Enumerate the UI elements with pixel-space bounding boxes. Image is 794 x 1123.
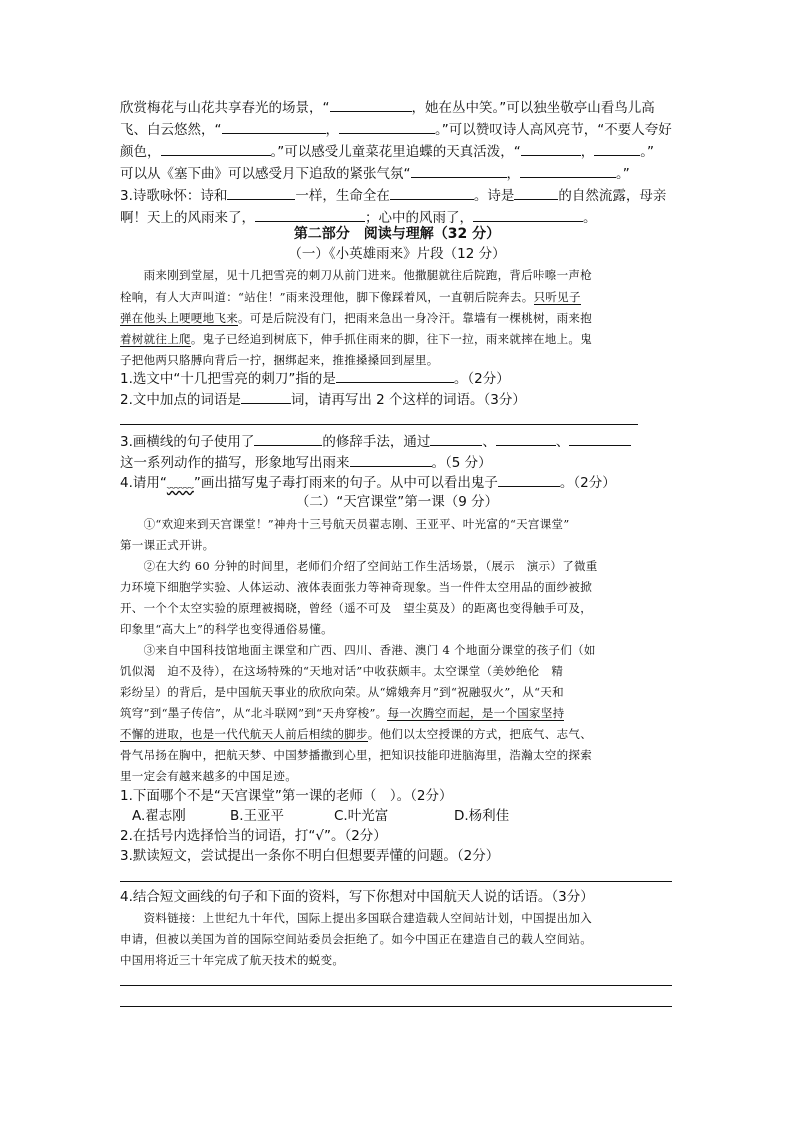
text: 啊！天上的风雨来了， bbox=[120, 210, 255, 226]
underlined-sentence: 弹在他头上哽哽地飞来 bbox=[120, 311, 238, 325]
passage-2-line bbox=[120, 724, 592, 744]
answer-blank[interactable] bbox=[430, 431, 482, 446]
passage-2-line: 印象里“高大上”的科学也变得通俗易懂。 bbox=[120, 622, 333, 636]
poem-line-3 bbox=[120, 141, 654, 162]
text: ；心中的风雨了， bbox=[365, 210, 473, 226]
passage-2-line: 力环境下细胞学实验、人体运动、液体表面张力等神奇现象。当一件件太空用品的面纱被掀 bbox=[120, 580, 592, 594]
text: 。诗是 bbox=[473, 188, 515, 204]
answer-blank[interactable] bbox=[390, 185, 474, 200]
s1-question-4 bbox=[120, 472, 616, 493]
option-b[interactable]: B.王亚平 bbox=[230, 808, 285, 824]
text: 。（2分） bbox=[559, 475, 616, 491]
poem-line-1 bbox=[120, 97, 655, 118]
answer-blank[interactable] bbox=[227, 185, 295, 200]
text: ， bbox=[325, 122, 339, 138]
resource-link-line: 资料链接：上世纪九十年代，国际上提出多国联合建造载人空间站计划，中国提出加入 bbox=[120, 911, 592, 925]
answer-blank[interactable] bbox=[498, 472, 560, 487]
text: 颜色， bbox=[120, 144, 161, 160]
text: 栓响，有人大声叫道：“站住！”雨来没理他，脚下像踩着风，一直朝后院奔去。 bbox=[120, 290, 534, 304]
passage-2-line bbox=[120, 703, 564, 723]
answer-blank[interactable] bbox=[569, 431, 631, 446]
text: 3.诗歌咏怀：诗和 bbox=[120, 188, 228, 204]
s2-question-4: 4.结合短文画线的句子和下面的资料，写下你想对中国航天人说的话语。（3分） bbox=[120, 889, 594, 905]
answer-blank[interactable] bbox=[254, 431, 322, 446]
text: ， bbox=[580, 144, 595, 160]
text: 可以从《塞下曲》可以感受月下追敌的紧张气氛“ bbox=[120, 166, 411, 182]
answer-blank[interactable] bbox=[350, 452, 432, 467]
answer-line[interactable] bbox=[120, 424, 638, 425]
s2-question-3: 3.默读短文，尝试提出一条你不明白但想要弄懂的问题。（2分） bbox=[120, 848, 500, 864]
answer-blank[interactable] bbox=[521, 141, 581, 156]
text: 欣赏梅花与山花共享春光的场景，“ bbox=[120, 100, 330, 116]
passage-2-line: ②在大约 60 分钟的时间里，老师们介绍了空间站工作生活场景，（展示 演示）了微重 bbox=[120, 559, 598, 573]
s1-question-3 bbox=[120, 431, 631, 452]
text: 。”可以感受儿童菜花里追蝶的天真活泼，“ bbox=[270, 144, 521, 160]
answer-line[interactable] bbox=[120, 985, 672, 986]
resource-link-line: 申请，但被以美国为首的国际空间站委员会拒绝了。如今中国正在建造自己的载人空间站。 bbox=[120, 932, 592, 946]
answer-blank[interactable] bbox=[222, 119, 326, 134]
passage-1-line bbox=[120, 287, 581, 307]
text: 1.选文中“十几把雪亮的刺刀”指的是 bbox=[120, 371, 336, 387]
section2-title: （二）“天宫课堂”第一课（9 分） bbox=[295, 494, 499, 510]
answer-blank[interactable] bbox=[241, 389, 291, 404]
answer-blank[interactable] bbox=[161, 141, 271, 156]
option-a[interactable]: A.翟志刚 bbox=[132, 808, 186, 824]
text: 。” bbox=[616, 166, 630, 182]
answer-blank[interactable] bbox=[473, 207, 583, 222]
wavy-sample: ﹏﹏ bbox=[166, 475, 194, 491]
underlined-sentence: 不懈的进取，也是一代代航天人前后相续的脚步 bbox=[120, 727, 368, 741]
answer-blank[interactable] bbox=[520, 163, 616, 178]
answer-blank[interactable] bbox=[411, 163, 507, 178]
answer-blank[interactable] bbox=[594, 141, 640, 156]
text: 词，请再写出 2 个这样的词语。（3分） bbox=[290, 392, 526, 408]
answer-blank[interactable] bbox=[255, 207, 365, 222]
answer-blank[interactable] bbox=[330, 97, 412, 112]
text: 4.请用“ bbox=[120, 475, 167, 491]
passage-1-line bbox=[120, 265, 592, 285]
text: 2.文中加点的词语是 bbox=[120, 392, 241, 408]
passage-2-line: 彩纷呈）的背后，是中国航天事业的欣欣向荣。从“嫦娥奔月”到“祝融驭火”，从“天和 bbox=[120, 685, 564, 699]
text: 、 bbox=[555, 434, 570, 450]
answer-blank[interactable] bbox=[514, 185, 558, 200]
option-d[interactable]: D.杨利佳 bbox=[454, 808, 510, 824]
passage-2-line: ①“欢迎来到天宫课堂！”神舟十三号航天员翟志刚、王亚平、叶光富的“天宫课堂” bbox=[120, 517, 570, 531]
passage-2-line: 第一课正式开讲。 bbox=[120, 538, 215, 552]
poem-line-4 bbox=[120, 163, 630, 184]
text: 。他们以太空授课的方式，把底气、志气、 bbox=[367, 727, 593, 741]
text: 。”可以赞叹诗人高风亮节，“不要人夸好 bbox=[435, 122, 672, 138]
text: 。可是后院没有门，把雨来急出一身冷汗。靠墙有一棵桃树，雨来抱 bbox=[238, 311, 592, 325]
answer-blank[interactable] bbox=[339, 119, 435, 134]
text: 的修辞手法，通过 bbox=[322, 434, 431, 450]
question-3 bbox=[120, 185, 666, 206]
resource-link-line: 中国用将近三十年完成了航天技术的蜕变。 bbox=[120, 953, 345, 967]
poem-line-2 bbox=[120, 119, 672, 140]
answer-line[interactable] bbox=[120, 1006, 672, 1007]
answer-line[interactable] bbox=[120, 881, 672, 882]
text: ”画出描写鬼子毒打雨来的句子。从中可以看出鬼子 bbox=[193, 475, 498, 491]
passage-2-line: 开、一个个太空实验的原理被揭晓，曾经（遥不可及 望尘莫及）的距离也变得触手可及， bbox=[120, 601, 592, 615]
answer-blank[interactable] bbox=[496, 431, 556, 446]
underlined-sentence: 着树就往上爬 bbox=[120, 332, 191, 346]
text: 飞、白云悠然，“ bbox=[120, 122, 222, 138]
text: 。鬼子已经追到树底下，伸手抓住雨来的脚，往下一拉，雨来就摔在地上。鬼 bbox=[190, 332, 593, 346]
text: 3.画横线的句子使用了 bbox=[120, 434, 255, 450]
answer-blank[interactable] bbox=[336, 368, 454, 383]
s1-question-2 bbox=[120, 389, 526, 410]
passage-2-line: 骨气吊扬在胸中，把航天梦、中国梦播撒到心里，把知识技能印进脑海里，浩瀚太空的探索 bbox=[120, 748, 592, 762]
text: 筑穹”到“墨子传信”，从“北斗联网”到“天舟穿梭”。 bbox=[120, 706, 388, 720]
text: 。（5 分） bbox=[431, 455, 492, 471]
text: ， bbox=[506, 166, 520, 182]
text: 的自然流露，母亲 bbox=[558, 188, 667, 204]
passage-2-line: 里一定会有越来越多的中国足迹。 bbox=[120, 769, 297, 783]
underlined-sentence: 只听见子 bbox=[533, 290, 581, 304]
passage-1-line bbox=[120, 329, 592, 349]
text: 雨来刚到堂屋，见十几把雪亮的刺刀从前门进来。他撒腿就往后院跑，背后咔嚓一声枪 bbox=[120, 268, 592, 282]
passage-1-line bbox=[120, 350, 439, 370]
s1-question-3-cont bbox=[120, 452, 492, 473]
s2-question-2: 2.在括号内选择恰当的词语，打“√”。（2分） bbox=[120, 828, 387, 844]
passage-2-line: ③来自中国科技馆地面主课堂和广西、四川、香港、澳门 4 个地面分课堂的孩子们（如 bbox=[120, 643, 596, 657]
passage-1-line bbox=[120, 308, 592, 328]
text: 。（2分） bbox=[453, 371, 510, 387]
text: 、 bbox=[482, 434, 496, 450]
options-row bbox=[132, 806, 509, 826]
text: 。 bbox=[583, 210, 597, 226]
underlined-sentence: 每一次腾空而起，是一个国家坚持 bbox=[387, 706, 565, 720]
text: 这一系列动作的描写，形象地写出雨来 bbox=[120, 455, 350, 471]
section1-title: （一）《小英雄雨来》片段（12 分） bbox=[288, 246, 506, 262]
s2-question-1: 1.下面哪个不是“天宫课堂”第一课的老师（ ）。（2分） bbox=[120, 788, 453, 804]
text: 。” bbox=[640, 144, 654, 160]
part2-title: 第二部分 阅读与理解（32 分） bbox=[293, 226, 501, 242]
option-c[interactable]: C.叶光富 bbox=[334, 808, 389, 824]
text: 一样，生命全在 bbox=[295, 188, 390, 204]
passage-2-line: 饥似渴 迫不及待），在这场特殊的“天地对话”中收获颇丰。太空课堂（美妙绝伦 精 bbox=[120, 664, 564, 678]
s1-question-1 bbox=[120, 368, 510, 389]
text: ，她在丛中笑。”可以独坐敬亭山看鸟儿高 bbox=[411, 100, 655, 116]
text: 子把他两只胳膊向背后一拧，捆绑起来，推推搡搡回到屋里。 bbox=[120, 353, 439, 367]
